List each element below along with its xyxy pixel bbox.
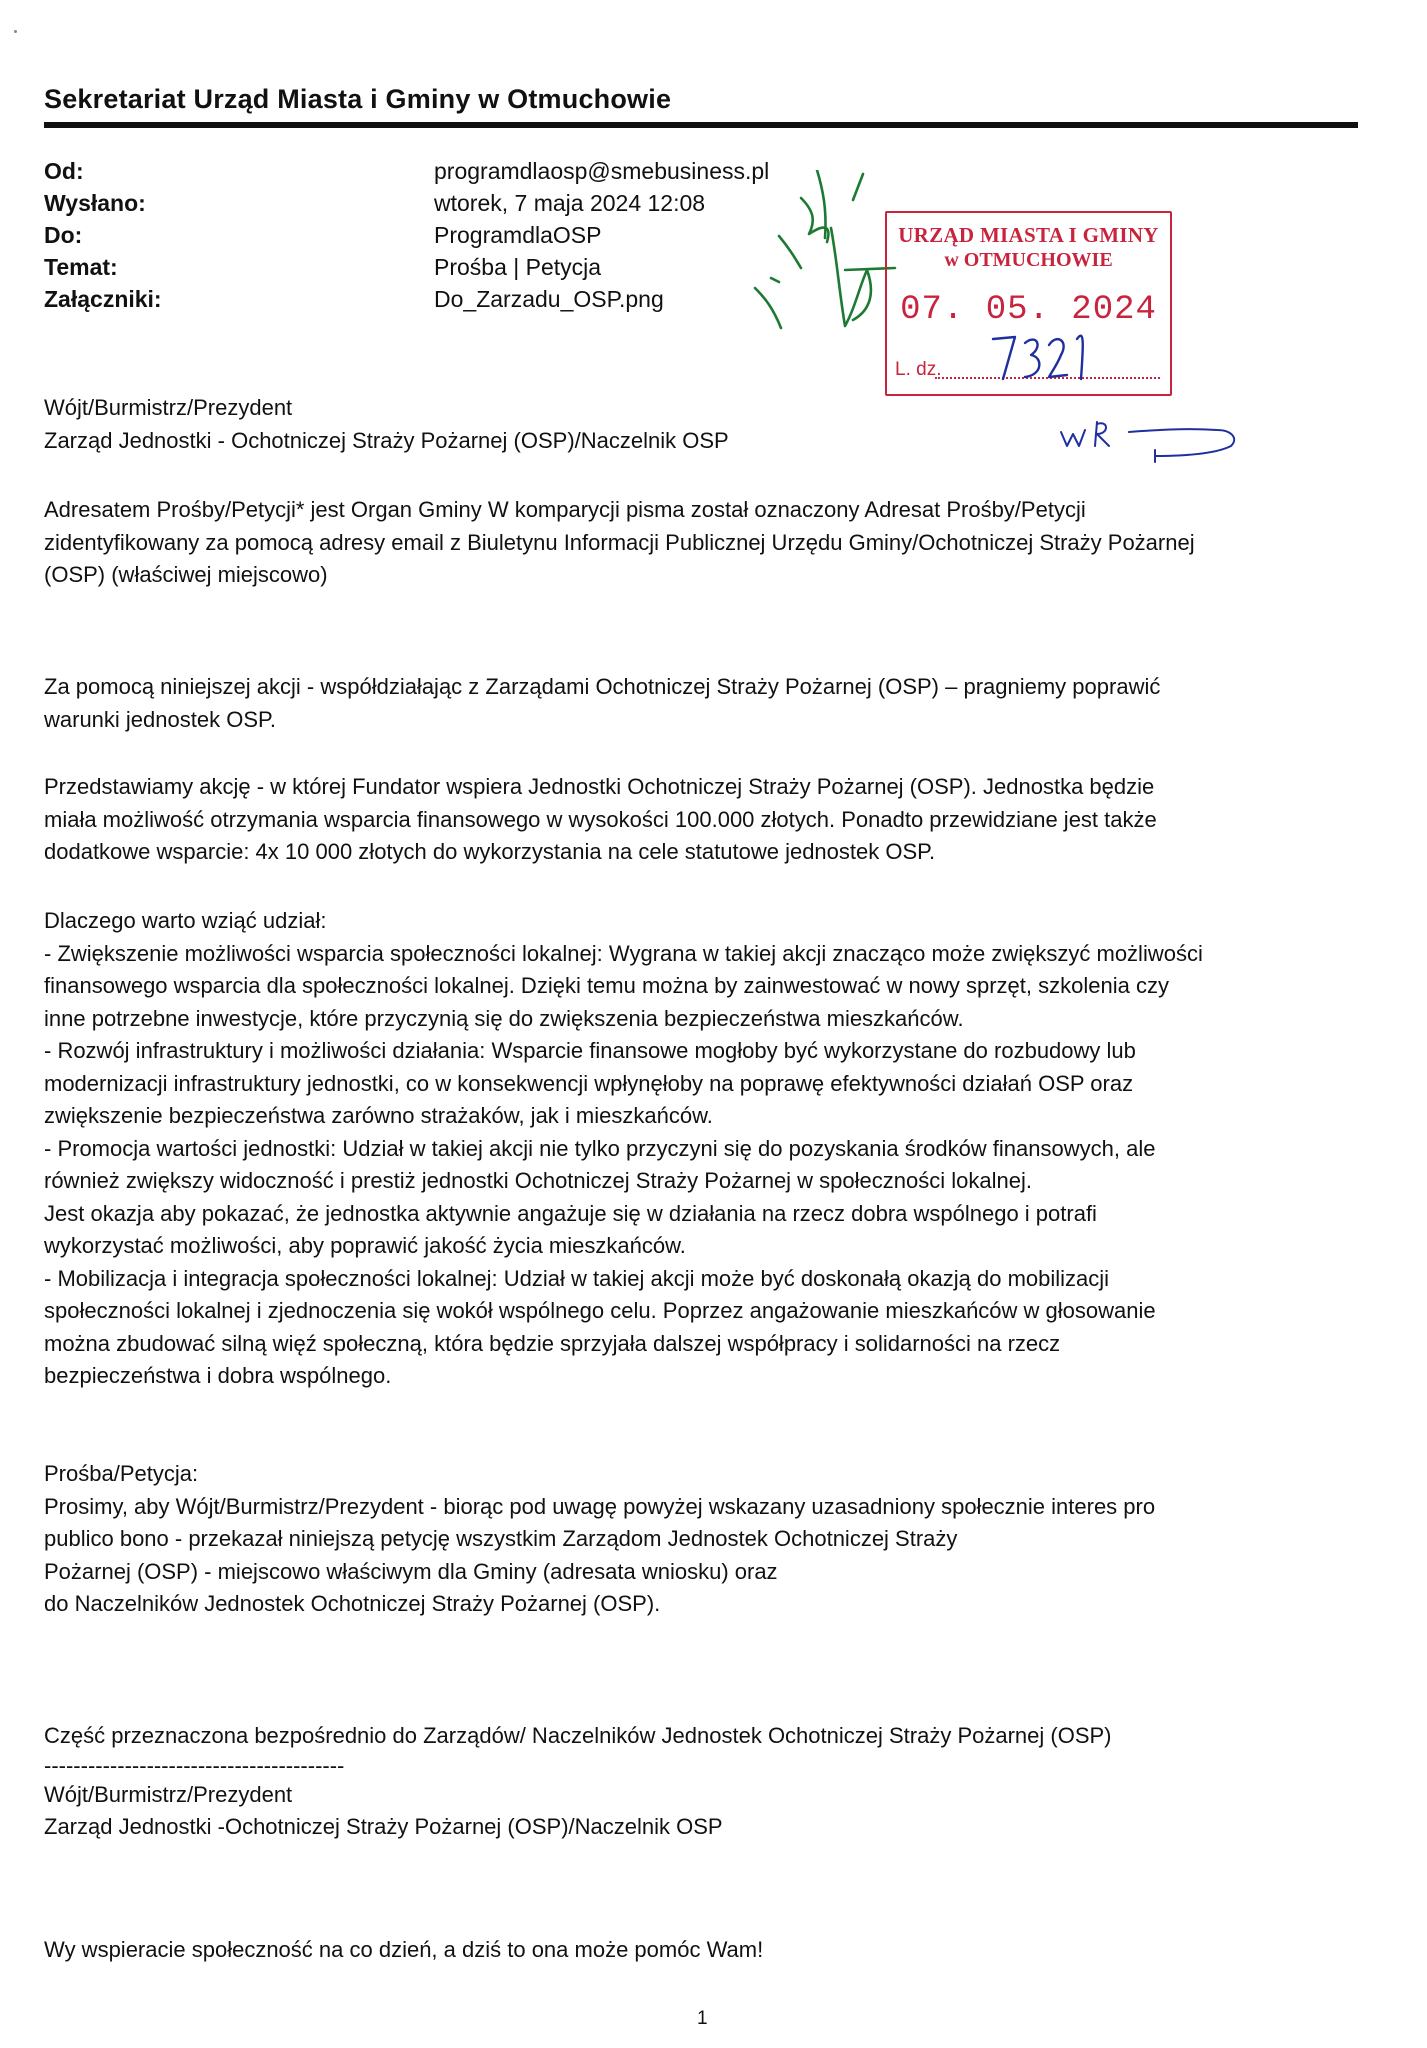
stamp-office-town: w OTMUCHOWIE (944, 249, 1113, 271)
paragraph-line: finansowego wsparcia dla społeczności lokalnej. Dzięki temu można by zainwestować w nowy sprzęt, szkolenia czy (44, 973, 1169, 998)
closing-text: Wy wspieracie społeczność na co dzień, a dziś to ona może pomóc Wam! (44, 1937, 764, 1962)
meta-value-sent: wtorek, 7 maja 2024 12:08 (434, 190, 706, 216)
why-section (44, 905, 1364, 1393)
closing-line (44, 1934, 1364, 1967)
paragraph-line: - Rozwój infrastruktury i możliwości działania: Wsparcie finansowe mogłoby być wykorzystane do rozbudowy lub (44, 1038, 1136, 1063)
meta-label-attachments: Załączniki: (44, 286, 162, 312)
paragraph-line: Pożarnej (OSP) - miejscowo właściwym dla Gminy (adresata wniosku) oraz (44, 1558, 778, 1584)
paragraph-line: Jest okazja aby pokazać, że jednostka aktywnie angażuje się w działania na rzecz dobra wspólnego i potrafi (44, 1200, 1097, 1226)
meta-value-attachments: Do_Zarzadu_OSP.png (434, 286, 664, 312)
registry-stamp (885, 211, 1172, 396)
meta-label-subject: Temat: (44, 254, 118, 280)
addressee-line: Zarząd Jednostki - Ochotniczej Straży Pożarnej (OSP)/Naczelnik OSP (44, 427, 729, 453)
paragraph-line: zidentyfikowany za pomocą adresy email z Biuletynu Informacji Publicznej Urzędu Gminy/Ochotniczej Straży Pożarnej (44, 529, 1195, 555)
header-title: Sekretariat Urząd Miasta i Gminy w Otmuchowie (44, 84, 672, 114)
paragraph-line: Zarząd Jednostki -Ochotniczej Straży Pożarnej (OSP)/Naczelnik OSP (44, 1814, 723, 1839)
meta-value-from: programdlaosp@smebusiness.pl (434, 158, 770, 184)
paragraph-line: Adresatem Prośby/Petycji* jest Organ Gminy W komparycji pisma został oznaczony Adresat Prośby/Petycji (44, 497, 1086, 522)
scan-speck (14, 30, 17, 33)
petition-section (44, 1458, 1364, 1621)
addressee-block (44, 392, 1364, 457)
meta-value-to: ProgramdlaOSP (434, 222, 602, 248)
action-paragraph (44, 671, 1364, 736)
meta-label-from: Od: (44, 158, 84, 184)
addressee-line: Wójt/Burmistrz/Prezydent (44, 395, 293, 420)
osp-part-section (44, 1720, 1364, 1844)
paragraph-line: dodatkowe wsparcie: 4x 10 000 złotych do wykorzystania na cele statutowe jednostek OSP. (44, 839, 936, 864)
paragraph-line: Wójt/Burmistrz/Prezydent (44, 1781, 293, 1807)
paragraph-line: społeczności lokalnej i zjednoczenia się wokół wspólnego celu. Poprzez angażowanie mieszkańców w głosowanie (44, 1298, 1156, 1323)
paragraph-line: modernizacji infrastruktury jednostki, co w konsekwencji wpłynęłoby na poprawę efektywności działań OSP oraz (44, 1070, 1134, 1096)
paragraph-line: do Naczelników Jednostek Ochotniczej Straży Pożarnej (OSP). (44, 1591, 661, 1616)
paragraph-line: (OSP) (właściwej miejscowo) (44, 562, 328, 587)
stamp-date: 07. 05. 2024 (900, 291, 1157, 329)
paragraph-line: Prosimy, aby Wójt/Burmistrz/Prezydent - biorąc pod uwagę powyżej wskazany uzasadniony społecznie interes pro (44, 1493, 1156, 1519)
paragraph-line: wykorzystać możliwości, aby poprawić jakość życia mieszkańców. (44, 1233, 686, 1258)
paragraph-line: bezpieczeństwa i dobra wspólnego. (44, 1363, 392, 1388)
meta-label-sent: Wysłano: (44, 190, 146, 216)
handwritten-signature-mark (735, 170, 910, 345)
paragraph-line: również zwiększy widoczność i prestiż jednostki Ochotniczej Straży Pożarnej w społeczności lokalnej. (44, 1168, 1032, 1193)
intro-paragraph (44, 494, 1364, 592)
presentation-paragraph (44, 771, 1364, 869)
section-heading-why: Dlaczego warto wziąć udział: (44, 908, 327, 933)
paragraph-line: Za pomocą niniejszej akcji - współdziałając z Zarządami Ochotniczej Straży Pożarnej (OSP) – pragniemy poprawić (44, 674, 1161, 699)
paragraph-line: Przedstawiamy akcję - w której Fundator wspiera Jednostki Ochotniczej Straży Pożarnej (OSP). Jednostka będzie (44, 774, 1155, 799)
meta-label-to: Do: (44, 222, 83, 248)
paragraph-line: - Mobilizacja i integracja społeczności lokalnej: Udział w takiej akcji może być doskonałą okazją do mobilizacji (44, 1265, 1110, 1291)
paragraph-line: można zbudować silną więź społeczną, która będzie sprzyjała dalszej współpracy i solidarności na rzecz (44, 1330, 1061, 1356)
header-divider (44, 122, 1358, 128)
paragraph-line: - Promocja wartości jednostki: Udział w takiej akcji nie tylko przyczyni się do pozyskania środków finansowych, ale (44, 1135, 1156, 1161)
section-heading-petition: Prośba/Petycja: (44, 1461, 199, 1486)
paragraph-line: - Zwiększenie możliwości wsparcia społeczności lokalnej: Wygrana w takiej akcji znacząco może zwiększyć możliwości (44, 940, 1203, 966)
paragraph-line: miała możliwość otrzymania wsparcia finansowego w wysokości 100.000 złotych. Ponadto przewidziane jest także (44, 806, 1157, 832)
paragraph-line: publico bono - przekazał niniejszą petycję wszystkim Zarządom Jednostek Ochotniczej Straży (44, 1526, 958, 1551)
paragraph-line: Część przeznaczona bezpośrednio do Zarządów/ Naczelników Jednostek Ochotniczej Straży Pożarnej (OSP) (44, 1723, 1112, 1748)
stamp-ldz-line (935, 377, 1160, 379)
meta-value-subject: Prośba | Petycja (434, 254, 602, 280)
paragraph-line: zwiększenie bezpieczeństwa zarówno strażaków, jak i mieszkańców. (44, 1103, 713, 1128)
stamp-ldz-label: L. dz. (895, 359, 942, 380)
page-number: 1 (697, 2008, 708, 2029)
stamp-office-name: URZĄD MIASTA I GMINY (898, 223, 1159, 247)
paragraph-line: warunki jednostek OSP. (44, 706, 276, 732)
separator-line: ----------------------------------------- (44, 1752, 345, 1778)
paragraph-line: inne potrzebne inwestycje, które przyczynią się do zwiększenia bezpieczeństwa mieszkańców. (44, 1005, 964, 1031)
